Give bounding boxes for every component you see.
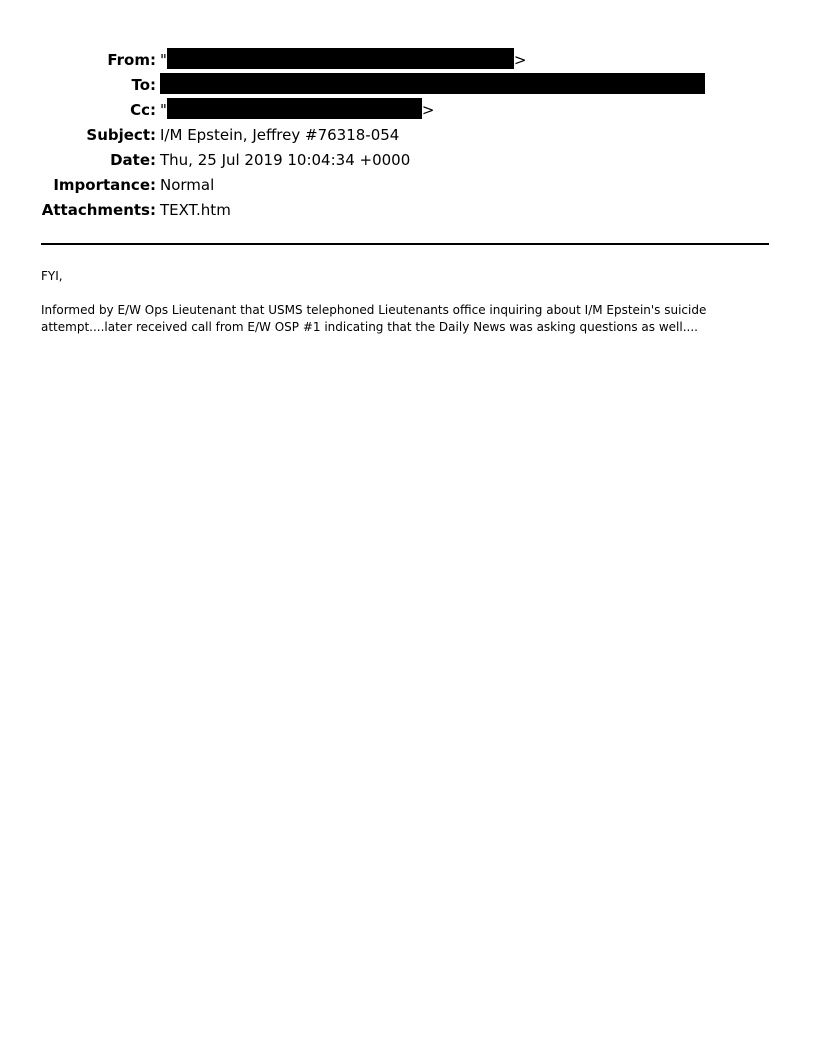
- importance-row: [0, 173, 816, 198]
- cc-label: Cc:: [130, 101, 156, 119]
- date-label: Date:: [110, 151, 156, 169]
- header-divider: [41, 243, 769, 245]
- from-row: [0, 48, 816, 73]
- subject-label: Subject:: [86, 126, 156, 144]
- attachments-row: [0, 198, 816, 223]
- to-label: To:: [131, 76, 156, 94]
- to-value: [160, 73, 705, 98]
- date-row: [0, 148, 816, 173]
- subject-row: [0, 123, 816, 148]
- body-paragraph: Informed by E/W Ops Lieutenant that USMS telephoned Lieutenants office inquiring about I/M Epstein's suicide attempt....later received call from E/W OSP #1 indicating that the Daily News was asking questions as well....: [41, 303, 707, 334]
- from-label: From:: [107, 51, 156, 69]
- from-value: [160, 48, 526, 73]
- to-row: [0, 73, 816, 98]
- importance-value: Normal: [160, 176, 215, 194]
- email-header: [0, 48, 816, 223]
- cc-row: [0, 98, 816, 123]
- cc-quote: ": [160, 101, 167, 119]
- from-redaction: [167, 48, 514, 69]
- to-redaction: [160, 73, 705, 94]
- attachments-label: Attachments:: [41, 201, 156, 219]
- subject-value: I/M Epstein, Jeffrey #76318-054: [160, 126, 400, 144]
- body-greeting: FYI,: [41, 269, 63, 283]
- cc-redaction: [167, 98, 422, 119]
- attachments-value[interactable]: TEXT.htm: [160, 201, 231, 219]
- email-body: [41, 268, 771, 336]
- cc-bracket: >: [421, 101, 435, 119]
- importance-label: Importance:: [53, 176, 156, 194]
- from-quote: ": [160, 51, 167, 69]
- cc-value: [160, 98, 434, 123]
- from-bracket: >: [513, 51, 527, 69]
- date-value: Thu, 25 Jul 2019 10:04:34 +0000: [160, 151, 411, 169]
